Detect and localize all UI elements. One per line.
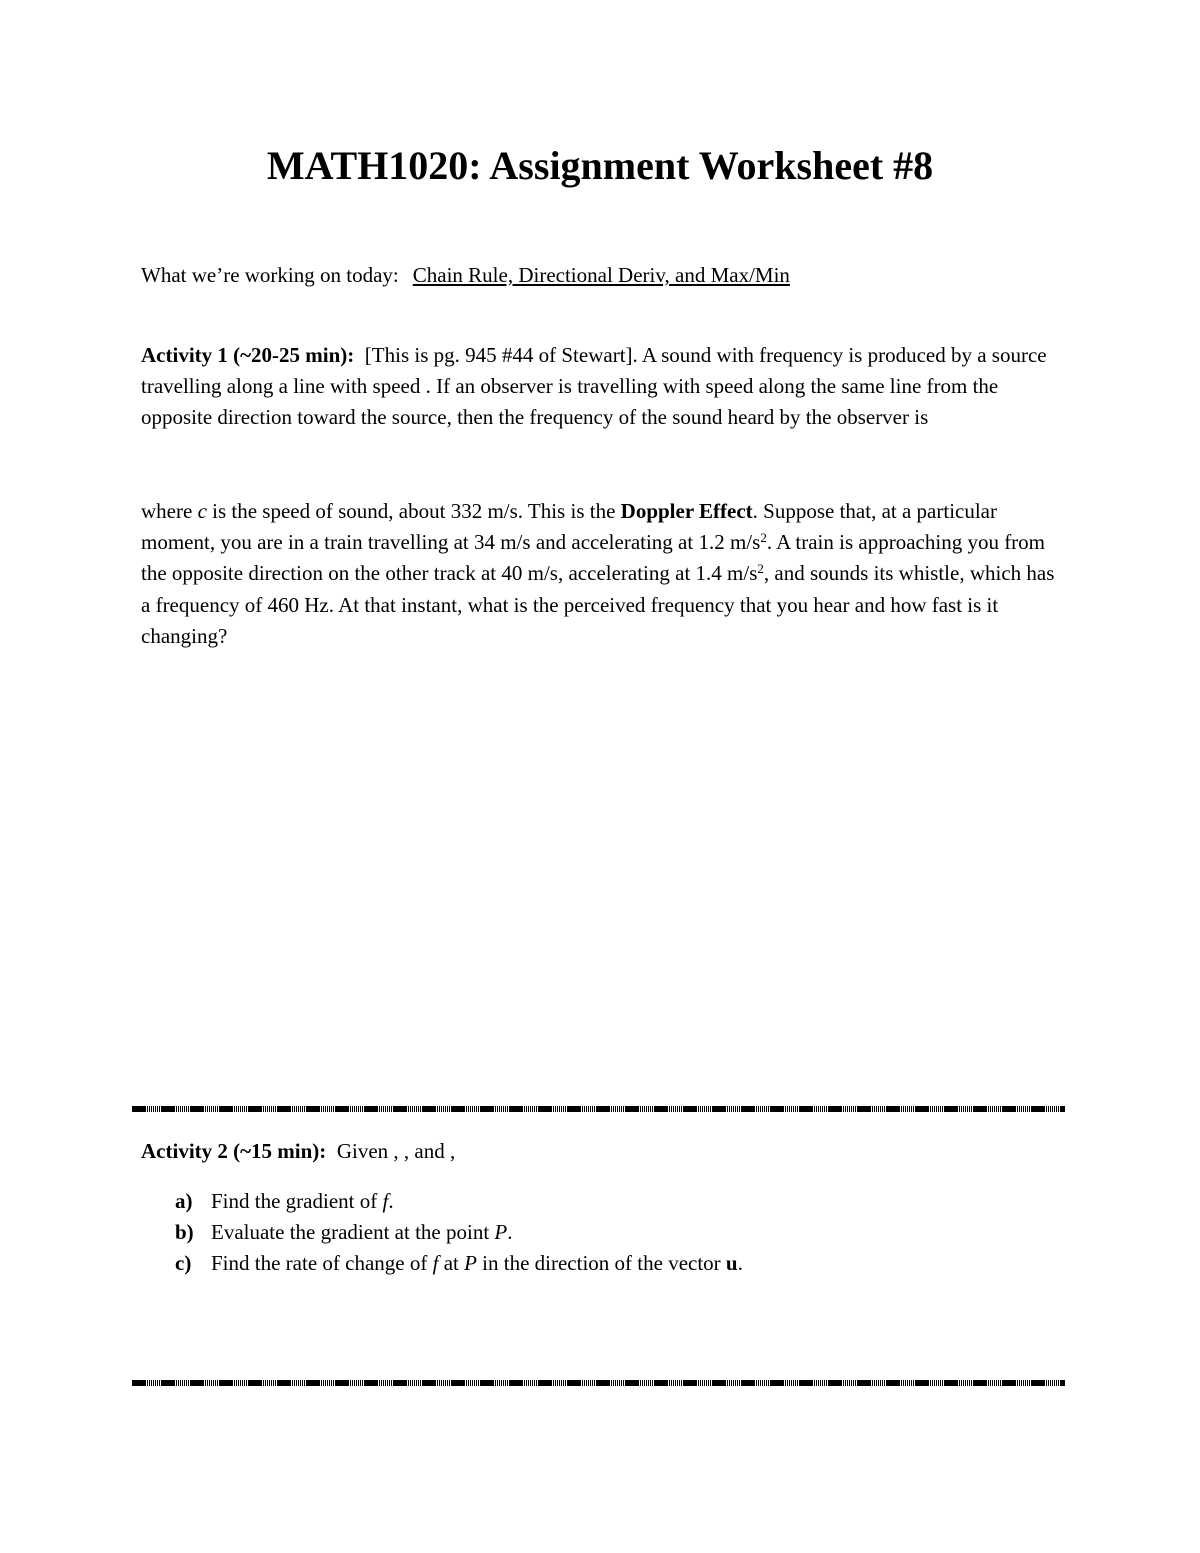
- activity1-heading: Activity 1 (~20-25 min):: [141, 343, 355, 367]
- page-title: MATH1020: Assignment Worksheet #8: [266, 143, 934, 188]
- item-variable: f: [432, 1251, 439, 1276]
- section-divider: [132, 1380, 1065, 1386]
- item-marker: c): [175, 1251, 192, 1276]
- exponent-1: 2: [760, 530, 767, 546]
- activity1-text: [This is pg. 945 #44 of Stewart]. A sound with frequency is produced by a source travelling along a line with speed . If an observer is travelling with speed along the same line from the opposite direction toward the source, then the frequency of the sound heard by the observer is: [141, 343, 1047, 430]
- exponent-2: 2: [757, 561, 764, 577]
- list-item: [175, 1186, 743, 1217]
- activity1-problem: [141, 496, 1061, 652]
- section-divider: [132, 1106, 1065, 1112]
- list-item: [175, 1217, 743, 1248]
- activity1-text5: , and sounds its whistle, which has a frequency of 460 Hz. At that instant, what is the perceived frequency that you hear and how fast is it changing?: [141, 561, 1055, 648]
- activity1-intro: [141, 340, 1061, 434]
- list-item: [175, 1248, 743, 1279]
- today-topics-line: [141, 260, 790, 290]
- item-mid: .: [507, 1220, 513, 1245]
- item-variable: P: [494, 1220, 508, 1245]
- doppler-term: Doppler Effect: [620, 499, 753, 523]
- activity2-text: Given , , and ,: [336, 1139, 456, 1163]
- activity2-questions: [175, 1186, 743, 1280]
- activity1-text3: . Suppose that, at a particular moment, you are in a train travelling at 34 m/s and accelerating at 1.2 m/s: [141, 499, 997, 555]
- item-mid: .: [388, 1189, 394, 1213]
- item-mid: at: [438, 1251, 465, 1276]
- activity2-heading: Activity 2 (~15 min):: [141, 1139, 327, 1163]
- item-variable: f: [382, 1189, 389, 1213]
- item-pre: Evaluate the gradient at the point: [211, 1220, 495, 1245]
- item-text: [211, 1248, 743, 1279]
- item-pre: Find the gradient of: [211, 1189, 383, 1213]
- today-label: What we’re working on today:: [141, 263, 399, 287]
- item-marker: b): [175, 1220, 194, 1245]
- today-topics: Chain Rule, Directional Deriv, and Max/Min: [412, 263, 790, 287]
- item-marker: a): [175, 1189, 193, 1213]
- item-text: [211, 1186, 394, 1217]
- activity2-intro: [141, 1136, 1061, 1167]
- item-text: [211, 1217, 512, 1248]
- activity1-text4: . A train is approaching you from the opposite direction on the other track at 40 m/s, accelerating at 1.4 m/s: [141, 530, 1046, 586]
- item-end: .: [737, 1251, 743, 1276]
- item-variable-2: P: [464, 1251, 477, 1276]
- activity1-text2: is the speed of sound, about 332 m/s. This is the: [206, 499, 621, 523]
- item-post: in the direction of the vector: [476, 1251, 726, 1276]
- activity1-where: where: [141, 499, 198, 523]
- item-pre: Find the rate of change of: [211, 1251, 433, 1276]
- speed-variable: c: [197, 499, 207, 523]
- vector-variable: u: [725, 1251, 738, 1276]
